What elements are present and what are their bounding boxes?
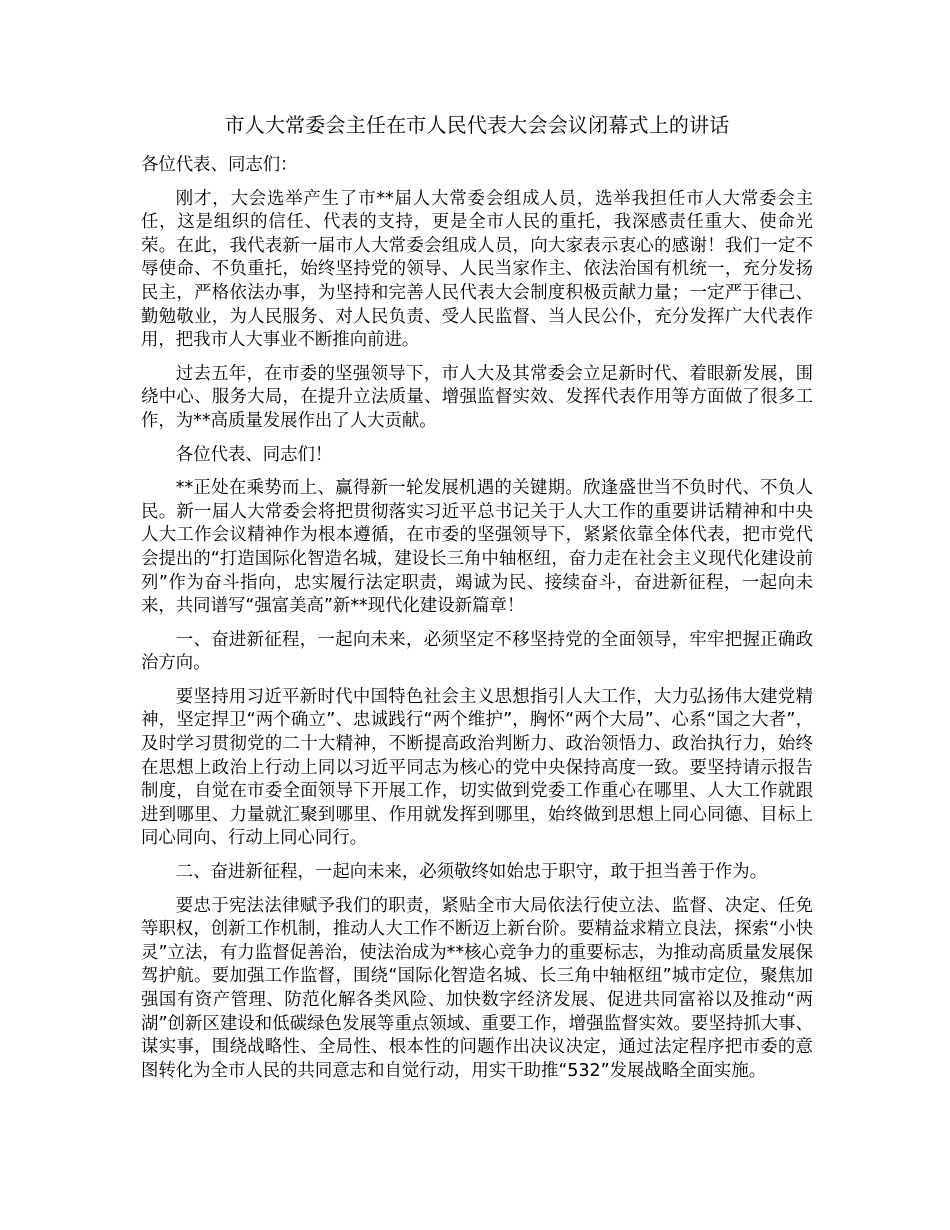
paragraph-party-leadership: 要坚持用习近平新时代中国特色社会主义思想指引人大工作，大力弘扬伟大建党精神，坚定捍卫“两个确立”、忠诚践行“两个维护”，胸怀“两个大局”、心系“国之大者”，及时学习贯彻党的二十大精神，不断提高政治判断力、政治领悟力、政治执行力，始终在思想上政治上行动上同以习近平同志为核心的党中央保持高度一致。要坚持请示报告制度，自觉在市委全面领导下开展工作，切实做到党委工作重心在哪里、人大工作就跟进到哪里、力量就汇聚到哪里、作用就发挥到哪里，始终做到思想上同心同德、目标上同心同向、行动上同心同行。 xyxy=(141,686,813,849)
document-title: 市人大常委会主任在市人民代表大会会议闭幕式上的讲话 xyxy=(224,113,730,137)
paragraph-address: 各位代表、同志们！ xyxy=(175,444,333,465)
paragraph-opening: 刚才，大会选举产生了市**届人大常委会组成人员，选举我担任市人大常委会主任，这是组织的信任、代表的支持，更是全市人民的重托，我深感责任重大、使命光荣。在此，我代表新一届市人大常委会组成人员，向大家表示衷心的感谢！我们一定不辱使命、不负重托，始终坚持党的领导、人民当家作主、依法治国有机统一，充分发扬民主，严格依法办事，为坚持和完善人民代表大会制度积极贡献力量；一定严于律己、勤勉敬业，为人民服务、对人民负责、受人民监督、当人民公仆，充分发挥广大代表作用，把我市人大事业不断推向前进。 xyxy=(141,188,813,351)
paragraph-new-journey: **正处在乘势而上、赢得新一轮发展机遇的关键期。欣逢盛世当不负时代、不负人民。新一届人大常委会将把贯彻落实习近平总书记关于人大工作的重要讲话精神和中央人大工作会议精神作为根本遵循，在市委的坚强领导下，紧紧依靠全体代表，把市党代会提出的“打造国际化智造名城，建设长三角中轴枢纽，奋力走在社会主义现代化建设前列”作为奋斗指向，忠实履行法定职责，竭诚为民、接续奋斗，奋进新征程，一起向未来，共同谱写“强富美高”新**现代化建设新篇章！ xyxy=(141,478,813,617)
paragraph-duties: 要忠于宪法法律赋予我们的职责，紧贴全市大局依法行使立法、监督、决定、任免等职权，创新工作机制，推动人大工作不断迈上新台阶。要精益求精立良法，探索“小快灵”立法，有力监督促善治，使法治成为**核心竞争力的重要标志，为推动高质量发展保驾护航。要加强工作监督，围绕“国际化智造名城、长三角中轴枢纽”城市定位，聚焦加强国有资产管理、防范化解各类风险、加快数字经济发展、促进共同富裕以及推动“两湖”创新区建设和低碳绿色发展等重点领域、重要工作，增强监督实效。要坚持抓大事、谋实事，围绕战略性、全局性、根本性的问题作出决议决定，通过法定程序把市委的意图转化为全市人民的共同意志和自觉行动，用实干助推“532”发展战略全面实施。 xyxy=(141,895,813,1081)
paragraph-past-five-years: 过去五年，在市委的坚强领导下，市人大及其常委会立足新时代、着眼新发展，围绕中心、服务大局，在提升立法质量、增强监督实效、发挥代表作用等方面做了很多工作，为**高质量发展作出了人大贡献。 xyxy=(141,363,813,431)
section-heading-one: 一、奋进新征程，一起向未来，必须坚定不移坚持党的全面领导，牢牢把握正确政治方向。 xyxy=(141,629,813,674)
document-page xyxy=(141,108,813,1093)
section-heading-two: 二、奋进新征程，一起向未来，必须敬终如始忠于职守，敢于担当善于作为。 xyxy=(175,862,768,883)
salutation: 各位代表、同志们： xyxy=(141,155,298,175)
